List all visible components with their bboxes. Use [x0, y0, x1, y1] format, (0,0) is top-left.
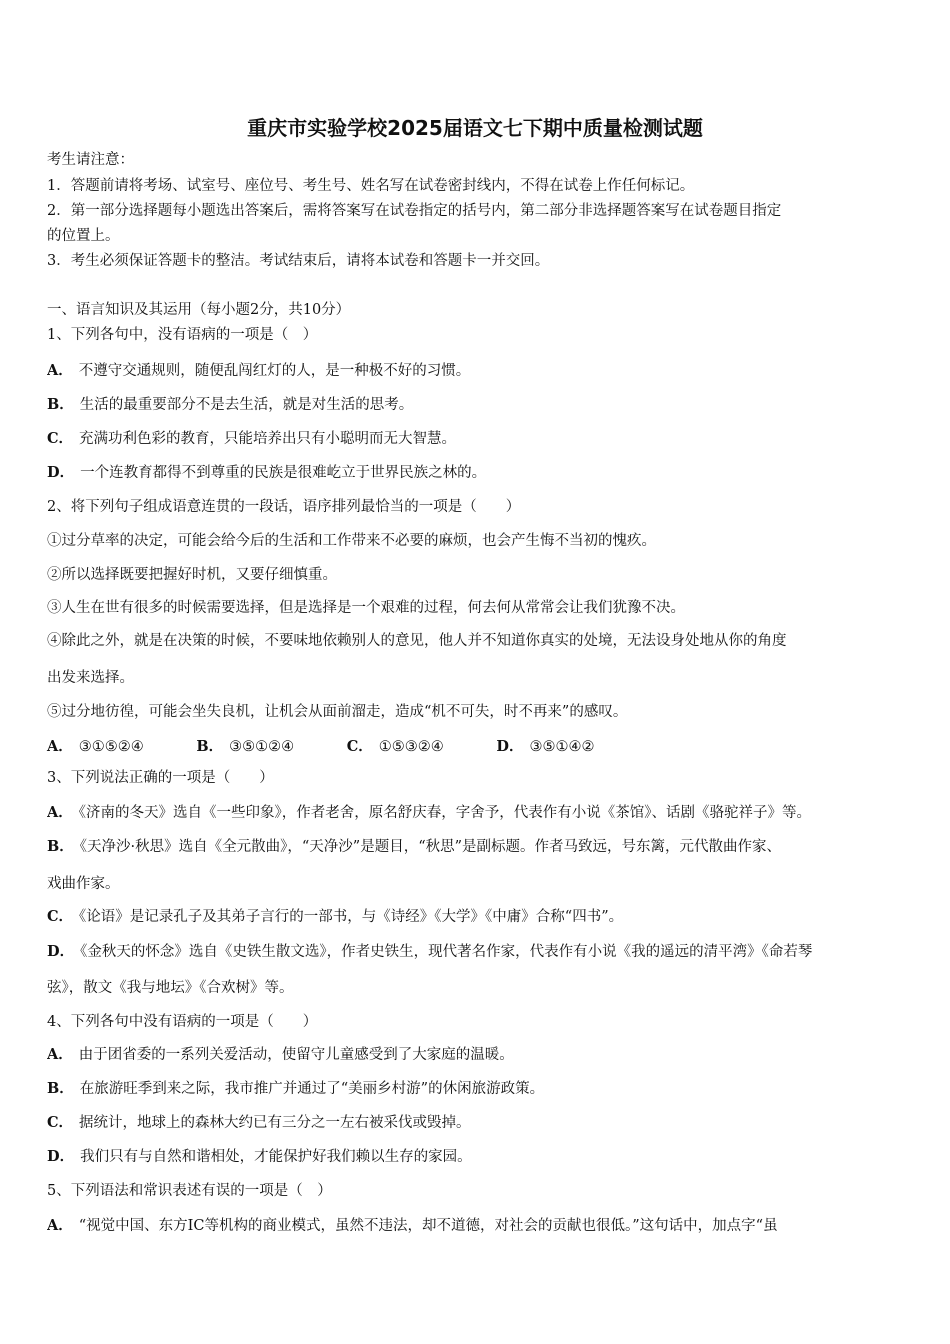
option-label: A． — [47, 362, 73, 379]
q2-sentence: ③人生在世有很多的时候需要选择，但是选择是一个艰难的过程，何去何从常常会让我们犹豫不决。 — [47, 600, 685, 616]
page-title: 重庆市实验学校2025届语文七下期中质量检测试题 — [247, 116, 703, 140]
q1-option-d — [47, 463, 907, 483]
option-text: “视觉中国、东方IC等机构的商业模式，虽然不违法，却不道德，对社会的贡献也很低。”这句话中，加点字“虽 — [78, 1218, 778, 1234]
option-label: A． — [47, 1046, 73, 1063]
q1-stem: 1、下列各句中，没有语病的一项是（ ） — [47, 327, 318, 343]
option-label: D． — [496, 738, 524, 755]
notice-item: 2．第一部分选择题每小题选出答案后，需将答案写在试卷指定的括号内，第二部分非选择题答案写在试卷题目指定 — [47, 203, 782, 219]
option-text: ③①⑤②④ — [78, 739, 144, 755]
option-text: 由于团省委的一系列关爱活动，使留守儿童感受到了大家庭的温暖。 — [78, 1047, 514, 1063]
q5-stem: 5、下列语法和常识表述有误的一项是（ ） — [47, 1183, 332, 1199]
q4-stem: 4、下列各句中没有语病的一项是（ ） — [47, 1014, 318, 1030]
q3-stem: 3、下列说法正确的一项是（ ） — [47, 770, 274, 786]
q4-option-d — [47, 1147, 907, 1167]
option-text: 充满功利色彩的教育，只能培养出只有小聪明而无大智慧。 — [79, 431, 457, 447]
option-text: 在旅游旺季到来之际，我市推广并通过了“美丽乡村游”的休闲旅游政策。 — [79, 1081, 545, 1097]
q2-options — [47, 735, 907, 756]
option-text: 弦》，散文《我与地坛》《合欢树》等。 — [47, 980, 294, 996]
q1-option-c — [47, 429, 907, 449]
option-label: B． — [47, 1080, 74, 1097]
q2-sentence: ④除此之外，就是在决策的时候，不要味地依赖别人的意见，他人并不知道你真实的处境，无法设身处地从你的角度 — [47, 633, 787, 649]
q2-option-d — [496, 735, 594, 756]
q5-option-a — [47, 1216, 907, 1236]
q4-option-a — [47, 1045, 907, 1065]
notice-item: 的位置上。 — [47, 228, 120, 244]
option-label: C． — [47, 1114, 74, 1131]
option-label: C． — [47, 430, 74, 447]
q3-line — [47, 803, 907, 823]
option-label: A． — [47, 804, 73, 821]
q2-sentence: ②所以选择既要把握好时机，又要仔细慎重。 — [47, 567, 337, 583]
q2-sentence: ⑤过分地彷徨，可能会坐失良机，让机会从面前溜走，造成“机不可失，时不再来”的感叹。 — [47, 704, 628, 720]
section-heading: 一、语言知识及其运用（每小题2分，共10分） — [47, 302, 351, 318]
option-text: ③⑤①②④ — [229, 739, 295, 755]
option-text: 《济南的冬天》选自《一些印象》，作者老舍，原名舒庆春，字舍予，代表作有小说《茶馆》、话剧《骆驼祥子》等。 — [78, 805, 812, 821]
option-text: 《金秋天的怀念》选自《史铁生散文选》，作者史铁生，现代著名作家，代表作有小说《我的遥远的清平湾》《命若琴 — [80, 944, 813, 960]
option-text: 我们只有与自然和谐相处，才能保护好我们赖以生存的家园。 — [80, 1149, 472, 1165]
q1-option-b — [47, 395, 907, 415]
q3-line — [47, 837, 907, 857]
notice-heading: 考生请注意： — [47, 152, 134, 168]
q2-option-a — [47, 735, 144, 756]
q1-option-a — [47, 361, 907, 381]
notice-item: 1．答题前请将考场、试室号、座位号、考生号、姓名写在试卷密封线内，不得在试卷上作任何标记。 — [47, 178, 695, 194]
q4-option-b — [47, 1079, 907, 1099]
option-label: C． — [47, 908, 74, 925]
q3-line — [47, 942, 907, 962]
option-label: A． — [47, 738, 73, 755]
q3-line — [47, 907, 907, 927]
option-text: 不遵守交通规则，随便乱闯红灯的人，是一种极不好的习惯。 — [78, 363, 471, 379]
q3-line — [47, 874, 907, 894]
option-text: ①⑤③②④ — [378, 739, 444, 755]
q2-sentence: 出发来选择。 — [47, 670, 134, 686]
notice-item: 3．考生必须保证答题卡的整洁。考试结束后，请将本试卷和答题卡一并交回。 — [47, 253, 550, 269]
option-text: 《天净沙·秋思》选自《全元散曲》，“天净沙”是题目，“秋思”是副标题。作者马致远，号东篱，元代散曲作家、 — [79, 839, 782, 855]
option-label: B． — [47, 396, 74, 413]
option-label: B． — [196, 738, 224, 755]
q3-line — [47, 978, 907, 998]
option-label: B． — [47, 838, 74, 855]
option-label: A． — [47, 1217, 73, 1234]
option-text: 一个连教育都得不到尊重的民族是很难屹立于世界民族之林的。 — [80, 465, 487, 481]
option-text: 生活的最重要部分不是去生活，就是对生活的思考。 — [79, 397, 414, 413]
option-label: C． — [346, 738, 373, 755]
q2-sentence: ①过分草率的决定，可能会给今后的生活和工作带来不必要的麻烦，也会产生悔不当初的愧疚。 — [47, 533, 656, 549]
option-label: D． — [47, 464, 75, 481]
q2-option-b — [196, 735, 294, 756]
option-text: ③⑤①④② — [529, 739, 595, 755]
option-text: 《论语》是记录孔子及其弟子言行的一部书，与《诗经》《大学》《中庸》合称“四书”。 — [79, 909, 624, 925]
q4-option-c — [47, 1113, 907, 1133]
option-text: 戏曲作家。 — [47, 876, 120, 892]
option-label: D． — [47, 943, 75, 960]
option-text: 据统计，地球上的森林大约已有三分之一左右被采伐或毁掉。 — [79, 1115, 471, 1131]
q2-stem: 2、将下列句子组成语意连贯的一段话，语序排列最恰当的一项是（ ） — [47, 499, 521, 515]
option-label: D． — [47, 1148, 75, 1165]
q2-option-c — [347, 735, 444, 756]
